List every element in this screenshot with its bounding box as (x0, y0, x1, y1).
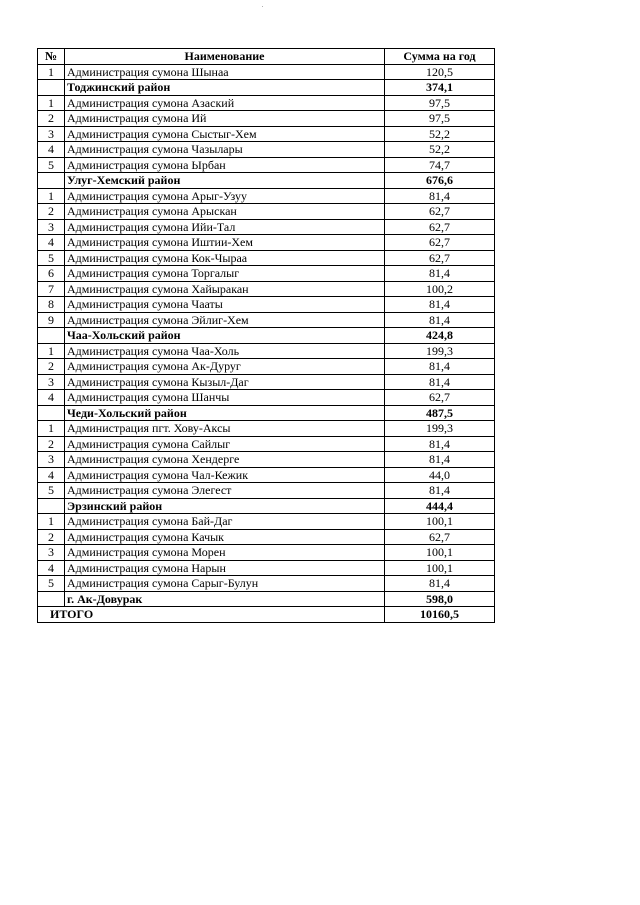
row-number: 6 (38, 266, 65, 282)
table-row (38, 266, 495, 282)
row-name: Администрация сумона Эйлиг-Хем (65, 312, 385, 328)
budget-table (37, 48, 495, 623)
header-sum: Сумма на год (385, 49, 495, 65)
row-sum: 120,5 (385, 64, 495, 80)
table-row (38, 142, 495, 158)
row-number: 1 (38, 421, 65, 437)
row-name: Администрация сумона Качык (65, 529, 385, 545)
table-row (38, 111, 495, 127)
row-name: Администрация сумона Морен (65, 545, 385, 561)
row-sum: 44,0 (385, 467, 495, 483)
row-sum: 52,2 (385, 142, 495, 158)
row-number: 4 (38, 235, 65, 251)
row-name: Администрация сумона Ий (65, 111, 385, 127)
district-sum: 374,1 (385, 80, 495, 96)
row-sum: 62,7 (385, 204, 495, 220)
row-name: Администрация сумона Арыг-Узуу (65, 188, 385, 204)
district-row (38, 173, 495, 189)
row-sum: 81,4 (385, 297, 495, 313)
row-sum: 97,5 (385, 111, 495, 127)
row-number: 3 (38, 452, 65, 468)
table-row (38, 421, 495, 437)
row-number: 4 (38, 467, 65, 483)
row-sum: 100,1 (385, 545, 495, 561)
district-sum: 424,8 (385, 328, 495, 344)
row-number: 5 (38, 157, 65, 173)
row-number: 5 (38, 576, 65, 592)
district-row (38, 591, 495, 607)
total-sum: 10160,5 (385, 607, 495, 623)
table-row (38, 452, 495, 468)
row-sum: 62,7 (385, 390, 495, 406)
table-row (38, 545, 495, 561)
row-name: Администрация сумона Арыскан (65, 204, 385, 220)
row-number: 2 (38, 204, 65, 220)
header-name: Наименование (65, 49, 385, 65)
row-sum: 62,7 (385, 250, 495, 266)
table-body (38, 64, 495, 607)
row-number (38, 80, 65, 96)
table-row (38, 483, 495, 499)
row-number: 3 (38, 219, 65, 235)
row-sum: 81,4 (385, 312, 495, 328)
row-name: Администрация сумона Ырбан (65, 157, 385, 173)
row-number: 2 (38, 529, 65, 545)
district-sum: 676,6 (385, 173, 495, 189)
scan-speck (262, 6, 263, 7)
row-name: Администрация сумона Чааты (65, 297, 385, 313)
row-name: Администрация сумона Сарыг-Булун (65, 576, 385, 592)
row-name: Администрация сумона Ийи-Тал (65, 219, 385, 235)
row-name: Администрация сумона Иштии-Хем (65, 235, 385, 251)
table-row (38, 390, 495, 406)
district-name: Чеди-Хольский район (65, 405, 385, 421)
table-row (38, 188, 495, 204)
table-row (38, 281, 495, 297)
row-number: 2 (38, 359, 65, 375)
table-row (38, 529, 495, 545)
row-sum: 52,2 (385, 126, 495, 142)
row-number: 2 (38, 436, 65, 452)
row-name: Администрация сумона Хендерге (65, 452, 385, 468)
row-sum: 81,4 (385, 188, 495, 204)
row-name: Администрация сумона Чаа-Холь (65, 343, 385, 359)
table-row (38, 514, 495, 530)
row-number: 3 (38, 374, 65, 390)
row-number (38, 591, 65, 607)
row-name: Администрация сумона Кок-Чыраа (65, 250, 385, 266)
row-name: Администрация пгт. Хову-Аксы (65, 421, 385, 437)
district-sum: 598,0 (385, 591, 495, 607)
row-number: 4 (38, 390, 65, 406)
row-sum: 100,1 (385, 560, 495, 576)
row-number: 1 (38, 64, 65, 80)
table-row (38, 235, 495, 251)
row-name: Администрация сумона Элегест (65, 483, 385, 499)
district-name: Тоджинский район (65, 80, 385, 96)
row-sum: 74,7 (385, 157, 495, 173)
row-sum: 199,3 (385, 421, 495, 437)
table-row (38, 343, 495, 359)
district-name: Эрзинский район (65, 498, 385, 514)
row-number: 2 (38, 111, 65, 127)
row-name: Администрация сумона Чазылары (65, 142, 385, 158)
table-row (38, 219, 495, 235)
table-row (38, 576, 495, 592)
table-row (38, 157, 495, 173)
row-number: 4 (38, 142, 65, 158)
row-number (38, 173, 65, 189)
row-sum: 81,4 (385, 483, 495, 499)
row-number (38, 405, 65, 421)
row-number: 3 (38, 126, 65, 142)
header-number: № (38, 49, 65, 65)
district-row (38, 328, 495, 344)
row-number (38, 498, 65, 514)
table-row (38, 312, 495, 328)
row-number (38, 328, 65, 344)
table-header-row (38, 49, 495, 65)
district-row (38, 80, 495, 96)
district-row (38, 405, 495, 421)
table-row (38, 204, 495, 220)
table-row (38, 374, 495, 390)
table-row (38, 560, 495, 576)
district-sum: 444,4 (385, 498, 495, 514)
row-sum: 62,7 (385, 529, 495, 545)
row-number: 8 (38, 297, 65, 313)
table-row (38, 359, 495, 375)
row-name: Администрация сумона Азаский (65, 95, 385, 111)
row-sum: 81,4 (385, 576, 495, 592)
row-sum: 100,2 (385, 281, 495, 297)
row-name: Администрация сумона Нарын (65, 560, 385, 576)
table-row (38, 126, 495, 142)
row-number: 1 (38, 95, 65, 111)
row-sum: 81,4 (385, 452, 495, 468)
row-name: Администрация сумона Хайыракан (65, 281, 385, 297)
district-sum: 487,5 (385, 405, 495, 421)
row-sum: 81,4 (385, 374, 495, 390)
row-number: 1 (38, 343, 65, 359)
row-number: 3 (38, 545, 65, 561)
row-number: 5 (38, 250, 65, 266)
row-sum: 81,4 (385, 436, 495, 452)
district-name: г. Ак-Довурак (65, 591, 385, 607)
district-name: Улуг-Хемский район (65, 173, 385, 189)
table-row (38, 95, 495, 111)
district-row (38, 498, 495, 514)
row-name: Администрация сумона Ак-Дуруг (65, 359, 385, 375)
table-row (38, 64, 495, 80)
row-name: Администрация сумона Кызыл-Даг (65, 374, 385, 390)
row-number: 7 (38, 281, 65, 297)
total-row (38, 607, 495, 623)
table-row (38, 250, 495, 266)
row-sum: 81,4 (385, 359, 495, 375)
row-number: 5 (38, 483, 65, 499)
district-name: Чаа-Хольский район (65, 328, 385, 344)
table-row (38, 467, 495, 483)
total-label: ИТОГО (38, 607, 385, 623)
row-sum: 100,1 (385, 514, 495, 530)
row-name: Администрация сумона Бай-Даг (65, 514, 385, 530)
row-sum: 62,7 (385, 235, 495, 251)
row-name: Администрация сумона Сайлыг (65, 436, 385, 452)
table-row (38, 436, 495, 452)
row-number: 1 (38, 188, 65, 204)
row-name: Администрация сумона Торгалыг (65, 266, 385, 282)
row-name: Администрация сумона Сыстыг-Хем (65, 126, 385, 142)
row-sum: 199,3 (385, 343, 495, 359)
row-number: 9 (38, 312, 65, 328)
row-name: Администрация сумона Чал-Кежик (65, 467, 385, 483)
row-sum: 81,4 (385, 266, 495, 282)
row-sum: 97,5 (385, 95, 495, 111)
row-name: Администрация сумона Шынаа (65, 64, 385, 80)
table-row (38, 297, 495, 313)
row-name: Администрация сумона Шанчы (65, 390, 385, 406)
row-sum: 62,7 (385, 219, 495, 235)
row-number: 1 (38, 514, 65, 530)
row-number: 4 (38, 560, 65, 576)
